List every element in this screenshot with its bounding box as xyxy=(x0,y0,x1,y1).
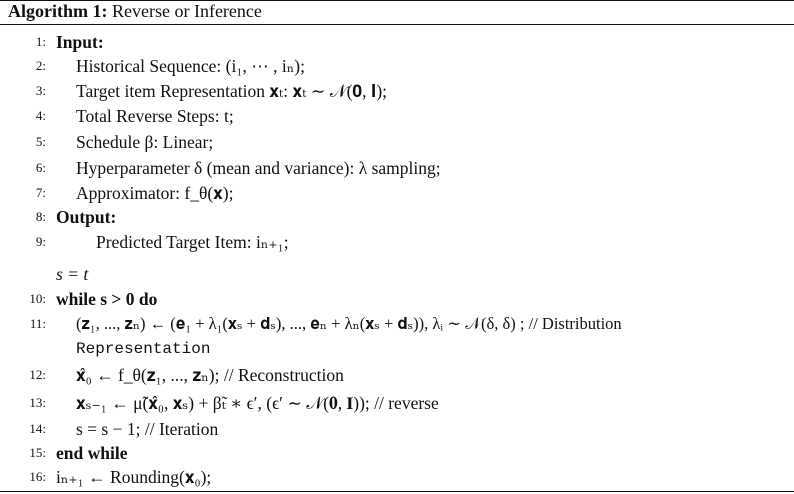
line-number: 5: xyxy=(35,134,46,149)
algorithm-line xyxy=(0,54,794,78)
algorithm-line xyxy=(0,287,794,311)
line-text: 𝐱ₛ₋₁ ← μ̃(𝐱̂₀, 𝐱ₛ) + β̃ₜ ∗ ϵ′, (ϵ′ ∼ 𝒩(𝟎, 𝐈)); // reverse xyxy=(76,393,439,413)
algorithm-line xyxy=(0,181,794,205)
line-number: 12: xyxy=(29,367,46,382)
algorithm-line xyxy=(0,337,794,361)
algorithm-line xyxy=(0,230,794,254)
algorithm-line xyxy=(0,130,794,154)
algorithm-title xyxy=(8,0,262,22)
line-text: s = s − 1; // Iteration xyxy=(76,419,219,439)
algorithm-line xyxy=(0,391,794,415)
algorithm-line xyxy=(0,417,794,441)
line-text: end while xyxy=(56,443,128,463)
line-number: 2: xyxy=(35,58,46,73)
algorithm-name: Reverse or Inference xyxy=(111,1,262,21)
line-number: 11: xyxy=(29,316,46,331)
line-number: 14: xyxy=(29,421,46,436)
algorithm-line xyxy=(0,205,794,229)
line-text: Historical Sequence: (i₁, ⋯ , iₙ); xyxy=(76,56,305,76)
line-text: Predicted Target Item: iₙ₊₁; xyxy=(96,232,289,252)
algorithm-line xyxy=(0,104,794,128)
line-text: Output: xyxy=(56,207,117,227)
algorithm-line xyxy=(0,30,794,54)
line-number: 8: xyxy=(35,209,46,224)
algorithm-line xyxy=(0,156,794,180)
line-text: s = t xyxy=(56,264,89,284)
line-text: Schedule β: Linear; xyxy=(76,132,214,152)
title-rule xyxy=(0,24,794,25)
line-text: Target item Representation 𝐱ₜ: 𝐱ₜ ∼ 𝒩(𝟎, 𝐈); xyxy=(76,81,388,101)
line-text: (𝐳₁, ..., 𝐳ₙ) ← (𝐞₁ + λ₁(𝐱ₛ + 𝐝ₛ), ..., 𝐞ₙ + λₙ(𝐱ₛ + 𝐝ₛ)), λᵢ ∼ 𝒩(δ, δ) ; // Distribution xyxy=(76,314,622,333)
algorithm-line xyxy=(0,262,794,286)
line-number: 10: xyxy=(29,291,46,306)
line-number: 4: xyxy=(35,108,46,123)
bottom-rule xyxy=(0,491,794,492)
line-text: while s > 0 do xyxy=(56,289,158,309)
algorithm-line xyxy=(0,465,794,489)
algorithm-line xyxy=(0,441,794,465)
line-number: 15: xyxy=(29,445,46,460)
line-number: 6: xyxy=(35,160,46,175)
line-text: Approximator: f_θ(𝐱); xyxy=(76,183,234,203)
line-number: 13: xyxy=(29,395,46,410)
algorithm-line xyxy=(0,79,794,103)
line-number: 16: xyxy=(29,469,46,484)
line-text: iₙ₊₁ ← Rounding(𝐱₀); xyxy=(56,467,212,487)
line-number: 7: xyxy=(35,185,46,200)
algorithm-label: Algorithm 1: xyxy=(8,1,108,21)
line-text: Hyperparameter δ (mean and variance): λ sampling; xyxy=(76,158,441,178)
line-text: Input: xyxy=(56,32,104,52)
line-text: Total Reverse Steps: t; xyxy=(76,106,234,126)
line-number: 3: xyxy=(35,83,46,98)
line-text: 𝐱̂₀ ← f_θ(𝐳₁, ..., 𝐳ₙ); // Reconstruction xyxy=(76,365,344,385)
algorithm-line xyxy=(0,363,794,387)
line-number: 9: xyxy=(35,234,46,249)
line-number: 1: xyxy=(35,34,46,49)
algorithm-line xyxy=(0,312,794,336)
line-text: Representation xyxy=(76,340,211,358)
